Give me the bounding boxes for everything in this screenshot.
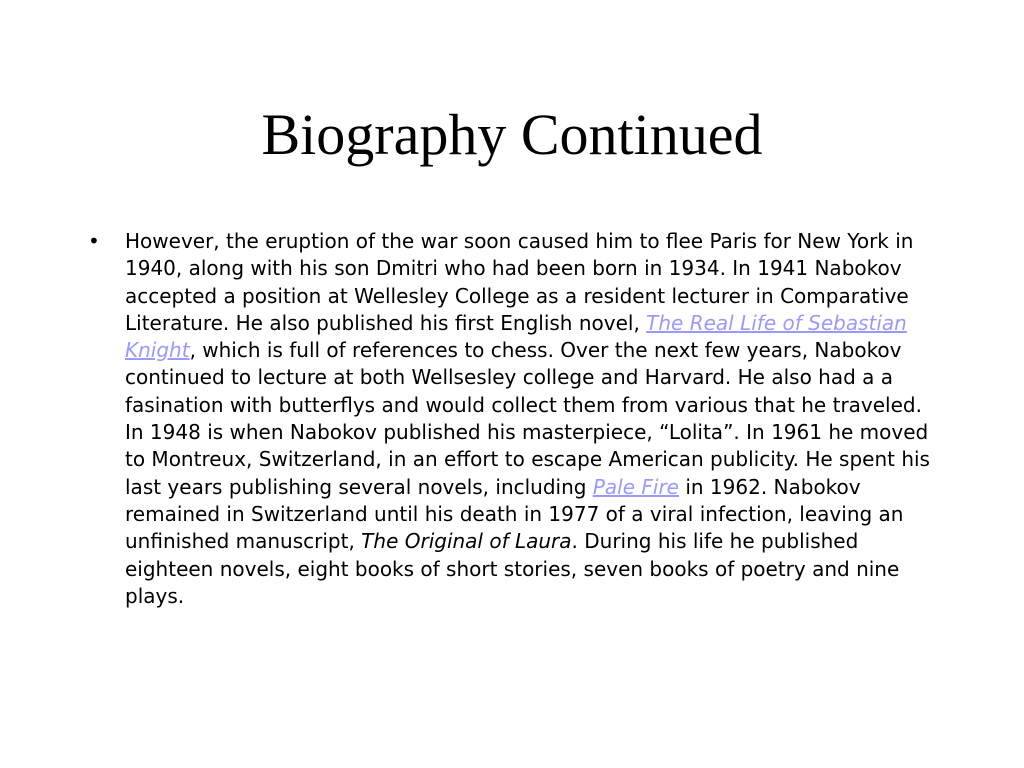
paragraph-text-2: , which is full of references to chess. Over the next few years, Nabokov continued to lecture at both Wellsesley college and Harvard. He also had a a fasination with butterflys and would collect them from various that he traveled. In 1948 is when Nabokov published his masterpiece, “Lolita”. In 1961 he moved to Montreux, Switzerland, in an effort to escape American publicity. He spent his last years publishing several novels, including: [125, 338, 930, 499]
body-paragraph: [125, 228, 945, 610]
paragraph-text-4: . During his life he published eighteen novels, eight books of short stories, seven books of poetry and nine plays.: [125, 529, 900, 608]
bullet-marker: •: [88, 229, 100, 253]
bullet-item: [88, 228, 948, 610]
link-real-life-of-sebastian-knight[interactable]: The Real Life of Sebastian Knight: [125, 310, 907, 363]
link-pale-fire[interactable]: Pale Fire: [592, 474, 679, 499]
bullet-list: [88, 228, 948, 610]
slide-title: Biography Continued: [261, 102, 763, 167]
paragraph-text-3: in 1962. Nabokov remained in Switzerland until his death in 1977 of a viral infection, leaving an unfinished manuscript,: [125, 474, 904, 554]
paragraph-text-1: However, the eruption of the war soon caused him to flee Paris for New York in 1940, along with his son Dmitri who had been born in 1934. In 1941 Nabokov accepted a position at Wellesley College as a resident lecturer in Comparative Literature. He also published his first English novel,: [125, 229, 914, 335]
book-title-original-of-laura: The Original of Laura: [361, 529, 572, 554]
